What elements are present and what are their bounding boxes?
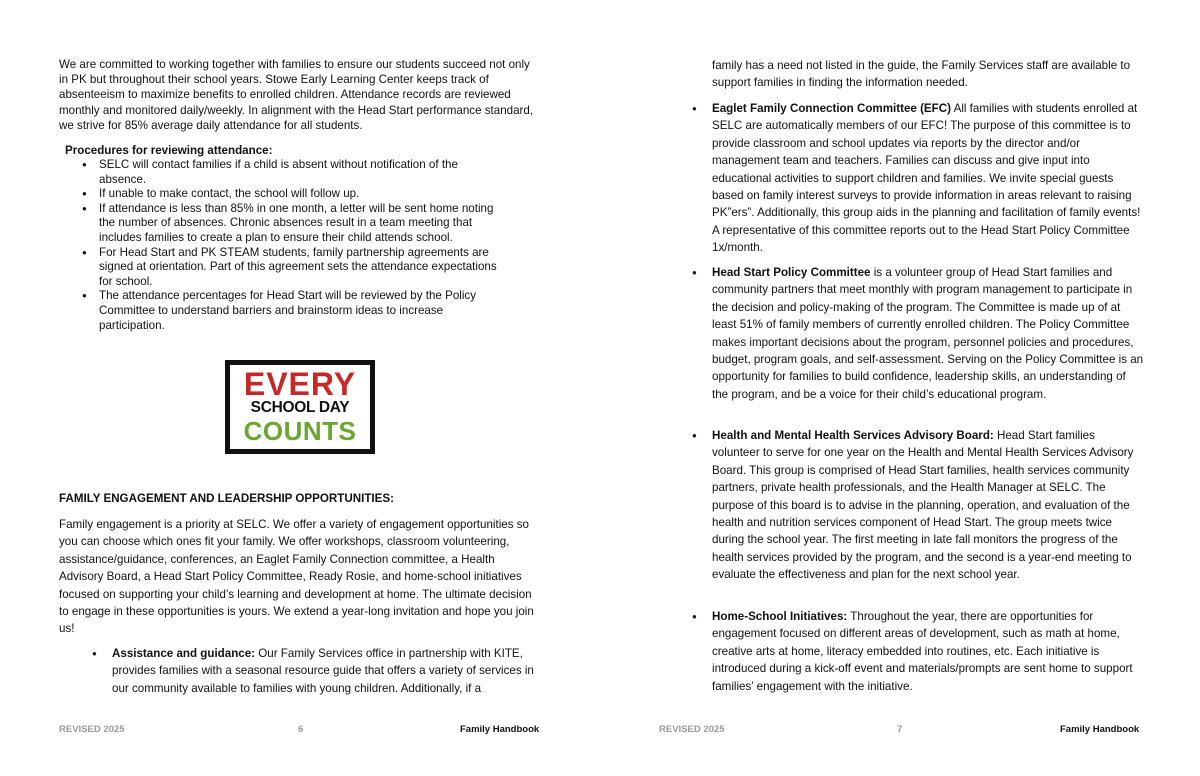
list-item: ● If attendance is less than 85% in one month, a letter will be sent home noting the number of absences. Chronic absences result in a team meeting that includes families to create a plan to ensure their child attends school. bbox=[82, 202, 502, 246]
item-title: Eaglet Family Connection Committee (EFC) bbox=[712, 102, 951, 115]
logo-line-every: EVERY bbox=[243, 366, 357, 402]
logo-line-school-day: SCHOOL DAY bbox=[250, 399, 350, 416]
item-title: Health and Mental Health Services Advisory Board: bbox=[712, 429, 994, 442]
procedures-list bbox=[82, 158, 502, 333]
attendance-intro-paragraph: We are committed to working together with families to ensure our students succeed not only in PK but throughout their school years. Stowe Early Learning Center keeps track of absenteeism to maximize benefits to enrolled children. Attendance records are reviewed monthly and monitored daily/weekly. In alignment with the Head Start performance standard, we strive for 85% average daily attendance for all students. bbox=[59, 58, 534, 132]
footer-title-right: Family Handbook bbox=[1060, 724, 1140, 735]
list-item: ● For Head Start and PK STEAM students, family partnership agreements are signed at orientation. Part of this agreement sets the attendance expectations for school. bbox=[82, 246, 502, 290]
home-school-initiatives-item bbox=[692, 608, 1144, 695]
list-item: ● SELC will contact families if a child is absent without notification of the absence. bbox=[82, 158, 502, 187]
procedures-heading: Procedures for reviewing attendance: bbox=[65, 144, 273, 157]
policy-committee-item bbox=[692, 264, 1144, 403]
item-text: Our Family Services office in partnership with KITE, provides families with a seasonal resource guide that offers a variety of services in our community available to families with young children. Additionally, if a bbox=[112, 647, 534, 695]
every-school-day-counts-logo bbox=[225, 360, 375, 454]
item-text: All families with students enrolled at SELC are automatically members of our EFC! The purpose of this committee is to provide classroom and school updates via reports by the director and/or management team and teachers. Families can discuss and give input into educational activities to support children and families. We invite special guests based on family interest surveys to provide information in areas relevant to raising PK”ers”. Additionally, this group aids in the planning and facilitation of family events! A representative of this committee reports out to the Head Start Policy Committee 1x/month. bbox=[712, 102, 1141, 255]
logo-line-counts: COUNTS bbox=[243, 416, 357, 446]
footer-page-number-right: 7 bbox=[897, 724, 903, 735]
item-text: Throughout the year, there are opportunities for engagement focused on different areas of development, such as math at home, creative arts at home, literacy embedded into routines, etc. Each initiative is introduced during a kick-off event and materials/prompts are sent home to support families’ engagement with the initiative. bbox=[712, 610, 1133, 693]
list-item: ● If unable to make contact, the school will follow up. bbox=[82, 187, 502, 202]
item-title: Home-School Initiatives: bbox=[712, 610, 848, 623]
item-title: Head Start Policy Committee bbox=[712, 266, 871, 279]
footer-title-left: Family Handbook bbox=[460, 724, 540, 735]
item-title: Assistance and guidance: bbox=[112, 647, 256, 660]
footer-page-number-left: 6 bbox=[298, 724, 304, 735]
footer-revised-right: REVISED 2025 bbox=[659, 724, 725, 735]
assistance-continuation: family has a need not listed in the guide, the Family Services staff are available to support families in finding the information needed. bbox=[712, 59, 1131, 90]
engagement-heading: FAMILY ENGAGEMENT AND LEADERSHIP OPPORTUNITIES: bbox=[59, 492, 394, 505]
item-text: is a volunteer group of Head Start families and community partners that meet monthly with program management to participate in the decision and policy-making of the program. The Committee is made up of at least 51% of family members of currently enrolled children. The Policy Committee makes important decisions about the program, personnel policies and procedures, budget, program goals, and self-assessment. Serving on the Policy Committee is an opportunity for families to build confidence, leadership skills, an understanding of the program, and be a voice for their child’s educational program. bbox=[712, 266, 1144, 401]
efc-item bbox=[692, 100, 1144, 257]
list-item: ● The attendance percentages for Head Start will be reviewed by the Policy Committee to understand barriers and brainstorm ideas to increase participation. bbox=[82, 289, 502, 333]
engagement-paragraph: Family engagement is a priority at SELC. We offer a variety of engagement opportunities so you can choose which ones fit your family. We offer workshops, classroom volunteering, assistance/guidance, conferences, an Eaglet Family Connection committee, a Health Advisory Board, a Head Start Policy Committee, Ready Rosie, and home-school initiatives focused on supporting your child’s learning and development at home. The ultimate decision to engage in these opportunities is yours. We extend a year-long invitation and hope you join us! bbox=[59, 518, 534, 636]
assistance-guidance-item bbox=[92, 645, 539, 697]
footer-revised-left: REVISED 2025 bbox=[59, 724, 125, 735]
health-advisory-board-item bbox=[692, 427, 1144, 584]
item-text: Head Start families volunteer to serve for one year on the Health and Mental Health Services Advisory Board. This group is comprised of Head Start families, health services community partners, private health professionals, and the Health Manager at SELC. The purpose of this board is to advise in the planning, operation, and evaluation of the health and nutrition services component of Head Start. The group meets twice during the school year. The first meeting in late fall monitors the progress of the health services provided by the program, and the second is a year-end meeting to evaluate the effectiveness and plan for the next school year. bbox=[712, 429, 1134, 582]
